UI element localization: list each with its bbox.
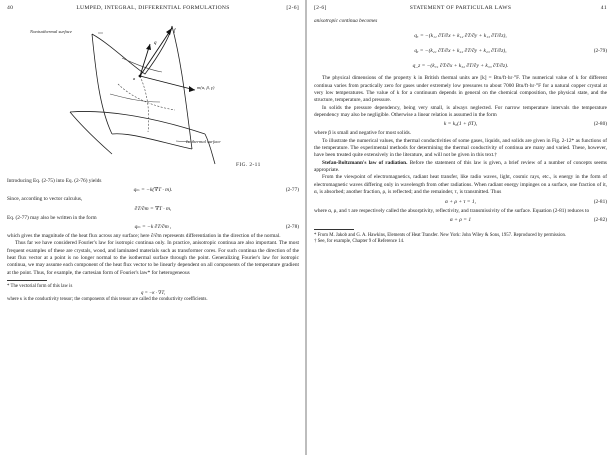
equation-2-77-number: (2-77) <box>285 187 299 194</box>
left-running-title: LUMPED, INTEGRAL, DIFFERENTIAL FORMULATIONS <box>76 5 230 11</box>
paragraph-electromagnetics: From the viewpoint of electromagnetics, radiant heat transfer, like radio waves, light, cosmic rays, etc., is energy in the form of electromagnetic waves differing only in wavelength from other radiations. When radiant energy impinges on a surface, one fraction of it, α, is absorbed; another fraction, ρ, is reflected; and the remainder, τ, is transmitted. Thus <box>314 174 607 196</box>
equation-2-80-number: (2-80) <box>593 121 607 128</box>
left-intro-text: Introducing Eq. (2-75) into Eq. (2-76) yields <box>7 178 102 184</box>
paragraph-stefan-boltzmann <box>314 160 607 175</box>
equation-2-79-x: qₓ = −(k₁₁ ∂T/∂x + k₁₂ ∂T/∂y + k₁₃ ∂T/∂z), <box>414 33 507 40</box>
equation-2-79-y: qᵧ = −(k₂₁ ∂T/∂x + k₂₂ ∂T/∂y + k₂₃ ∂T/∂z), <box>414 48 507 55</box>
left-running-head <box>7 5 299 14</box>
equation-2-78 <box>7 222 299 233</box>
equation-2-80-expression: k = k₀(1 + βT), <box>443 121 478 128</box>
figure-2-11 <box>0 14 306 174</box>
left-section-number: [2-6] <box>286 5 299 11</box>
equation-2-81 <box>314 197 607 208</box>
footnote-jakob-hawkins: * From M. Jakob and G. A. Hawkins, Elements of Heat Transfer. New York: John Wiley & Sons, 1957. Reproduced by permission. <box>314 232 567 238</box>
figure-label-vector-m: m(a, β, γ) <box>197 85 215 90</box>
paragraph-stefan-boltzmann-text: Before the statement of this law is given, a brief review of a number of concepts seems appropriate. <box>314 159 607 174</box>
paragraph-heat-flux-magnitude: which gives the magnitude of the heat flux across any surface; here ∂/∂m represents differentiation in the direction of the normal. <box>7 233 281 240</box>
equation-vector-identity <box>7 204 299 215</box>
figure-caption: FIG. 2-11 <box>236 162 261 168</box>
left-page <box>0 0 306 455</box>
svg-text:f: f <box>174 29 176 34</box>
equation-2-78-number: (2-78) <box>285 224 299 231</box>
svg-text:q: q <box>154 41 157 46</box>
footnote-rule <box>7 280 47 281</box>
heading-stefan-boltzmann: Stefan-Boltzmann's law of radiation. <box>322 159 408 166</box>
figure-label-nonisothermal: Nonisothermal surface <box>30 29 72 34</box>
right-footnote-rule <box>314 229 354 230</box>
right-page <box>307 0 614 455</box>
right-footnotes <box>314 233 607 246</box>
equation-2-82-expression: α + ρ = 1 <box>449 216 472 223</box>
equation-2-78-expression: qₘ = −k ∂T/∂m , <box>134 224 172 231</box>
equation-2-82 <box>314 215 607 226</box>
equation-2-77 <box>7 185 299 196</box>
footnote-reference-14: † See, for example, Chapter 9 of Reference 14. <box>314 239 405 245</box>
equation-2-79 <box>314 27 607 75</box>
paragraph-anisotropic: Thus far we have considered Fourier's law for isotropic continua only. In practice, anisotropic continua are also important. The most frequent examples of these are crystals, wood, and laminated materials such as transformer cores. For such continua the direction of the heat flux vector at a point is no longer normal to the isothermal surface through the point. Generalizing Fourier's law for isotropic continua, we may assume each component of the heat flux vector to be linearly dependent on all components of the temperature gradient at the point. Thus, for example, the cartesian form of Fourier's law* for heterogeneous <box>7 240 299 276</box>
equation-2-79-number: (2-79) <box>593 48 607 55</box>
left-footnote <box>7 284 299 303</box>
paragraph-beta: where β is small and negative for most solids. <box>314 130 411 137</box>
right-page-body <box>314 18 607 246</box>
eq-277-also-text: Eq. (2-77) may also be written in the form <box>7 214 97 221</box>
equation-2-81-number: (2-81) <box>593 198 607 205</box>
equation-2-81-expression: α + ρ + τ = 1, <box>444 198 476 205</box>
right-intro-text: anisotropic continua becomes <box>314 18 378 24</box>
equation-2-80 <box>314 119 607 130</box>
paragraph-physical-dimensions: The physical dimensions of the property k in British thermal units are [k] = Btu/ft·hr·°F. The numerical value of k for different continua varies from practically zero for gases under extremely low pressures to about 7000 Btu/ft·hr·°F for a natural copper crystal at very low temperatures. The value of k for a continuum depends in general on the chemical composition, the physical state, and the structure, temperature, and pressure. <box>314 75 607 104</box>
right-page-number: 41 <box>600 5 607 11</box>
footnote-equation: q = −κ · ∇T, <box>140 290 166 296</box>
since-text: Since, according to vector calculus, <box>7 196 83 203</box>
equation-2-82-number: (2-82) <box>593 216 607 223</box>
equation-2-79-z: q_z = −(k₃₁ ∂T/∂x + k₃₂ ∂T/∂y + k₃₃ ∂T/∂z). <box>412 63 509 70</box>
right-running-title: STATEMENT OF PARTICULAR LAWS <box>409 5 512 11</box>
paragraph-solids: In solids the pressure dependency, being very small, is always neglected. For narrow temperature intervals the temperature dependency may also be negligible. Otherwise a linear relation is assumed in the form <box>314 104 607 119</box>
svg-text:a: a <box>133 76 136 81</box>
equation-2-77-expression: qₘ = −k(∇T · m). <box>133 187 173 194</box>
right-section-number: [2-6] <box>314 5 327 11</box>
footnote-star-text: * The vectorial form of this law is <box>7 284 73 290</box>
equation-vector-identity-expression: ∂T/∂m = ∇T · m, <box>134 205 172 212</box>
figure-label-isothermal: Isothermal surface <box>186 139 221 144</box>
paragraph-illustrate: To illustrate the numerical values, the thermal conductivities of some gases, liquids, and solids are given in Fig. 2-12* as functions of the temperature. The experimental methods for determining the thermal conductivity of continua are many and varied. These, however, have been treated quite extensively in the literature, and will not be given in this text.† <box>314 137 607 159</box>
right-running-head <box>314 5 607 14</box>
left-page-body <box>7 178 299 303</box>
footnote-conductivity-text: where κ is the conductivity tensor; the components of this tensor are called the conductivity coefficients. <box>7 296 208 302</box>
left-page-number: 40 <box>7 5 14 11</box>
paragraph-absorptivity: where α, ρ, and τ are respectively called the absorptivity, reflectivity, and transmissivity of the surface. Equation (2-81) reduces to <box>314 207 590 214</box>
